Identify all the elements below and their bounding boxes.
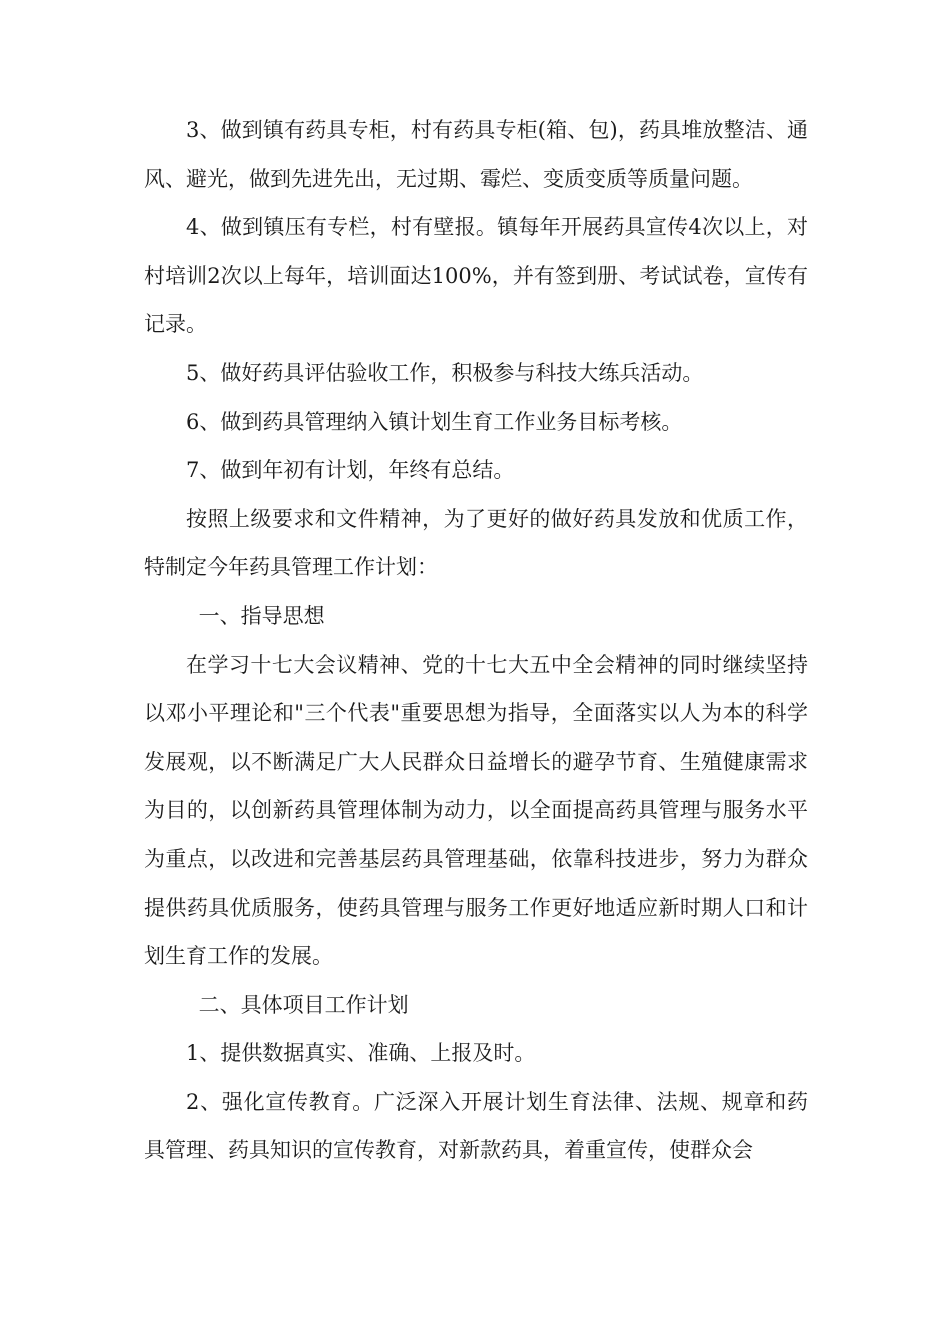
paragraph-item-3: 3、做到镇有药具专柜，村有药具专柜(箱、包)，药具堆放整洁、通风、避光，做到先进先出，无过期、霉烂、变质变质等质量问题。 bbox=[144, 118, 808, 191]
paragraph-intro: 按照上级要求和文件精神，为了更好的做好药具发放和优质工作，特制定今年药具管理工作计划： bbox=[144, 506, 808, 580]
section-heading-guiding-principle: 一、指导思想 bbox=[198, 603, 325, 628]
section-heading-work-plan: 二、具体项目工作计划 bbox=[198, 992, 409, 1017]
document-page bbox=[144, 106, 808, 1175]
paragraph-item-7: 7、做到年初有计划，年终有总结。 bbox=[186, 458, 515, 483]
paragraph-plan-item-1: 1、提供数据真实、准确、上报及时。 bbox=[186, 1041, 536, 1066]
paragraph-guiding-principle: 在学习十七大会议精神、党的十七大五中全会精神的同时继续坚持以邓小平理论和"三个代表"重要思想为指导，全面落实以人为本的科学发展观，以不断满足广大人民群众日益增长的避孕节育、生殖健康需求为目的，以创新药具管理体制为动力，以全面提高药具管理与服务水平为重点，以改进和完善基层药具管理基础，依靠科技进步，努力为群众提供药具优质服务，使药具管理与服务工作更好地适应新时期人口和计划生育工作的发展。 bbox=[144, 652, 808, 969]
paragraph-item-4: 4、做到镇压有专栏，村有壁报。镇每年开展药具宣传4次以上，对村培训2次以上每年，培训面达100%，并有签到册、考试试卷，宣传有记录。 bbox=[144, 215, 808, 337]
paragraph-plan-item-2: 2、强化宣传教育。广泛深入开展计划生育法律、法规、规章和药具管理、药具知识的宣传教育，对新款药具，着重宣传，使群众会 bbox=[144, 1089, 808, 1163]
paragraph-item-5: 5、做好药具评估验收工作，积极参与科技大练兵活动。 bbox=[186, 360, 704, 385]
paragraph-item-6: 6、做到药具管理纳入镇计划生育工作业务目标考核。 bbox=[186, 409, 683, 434]
